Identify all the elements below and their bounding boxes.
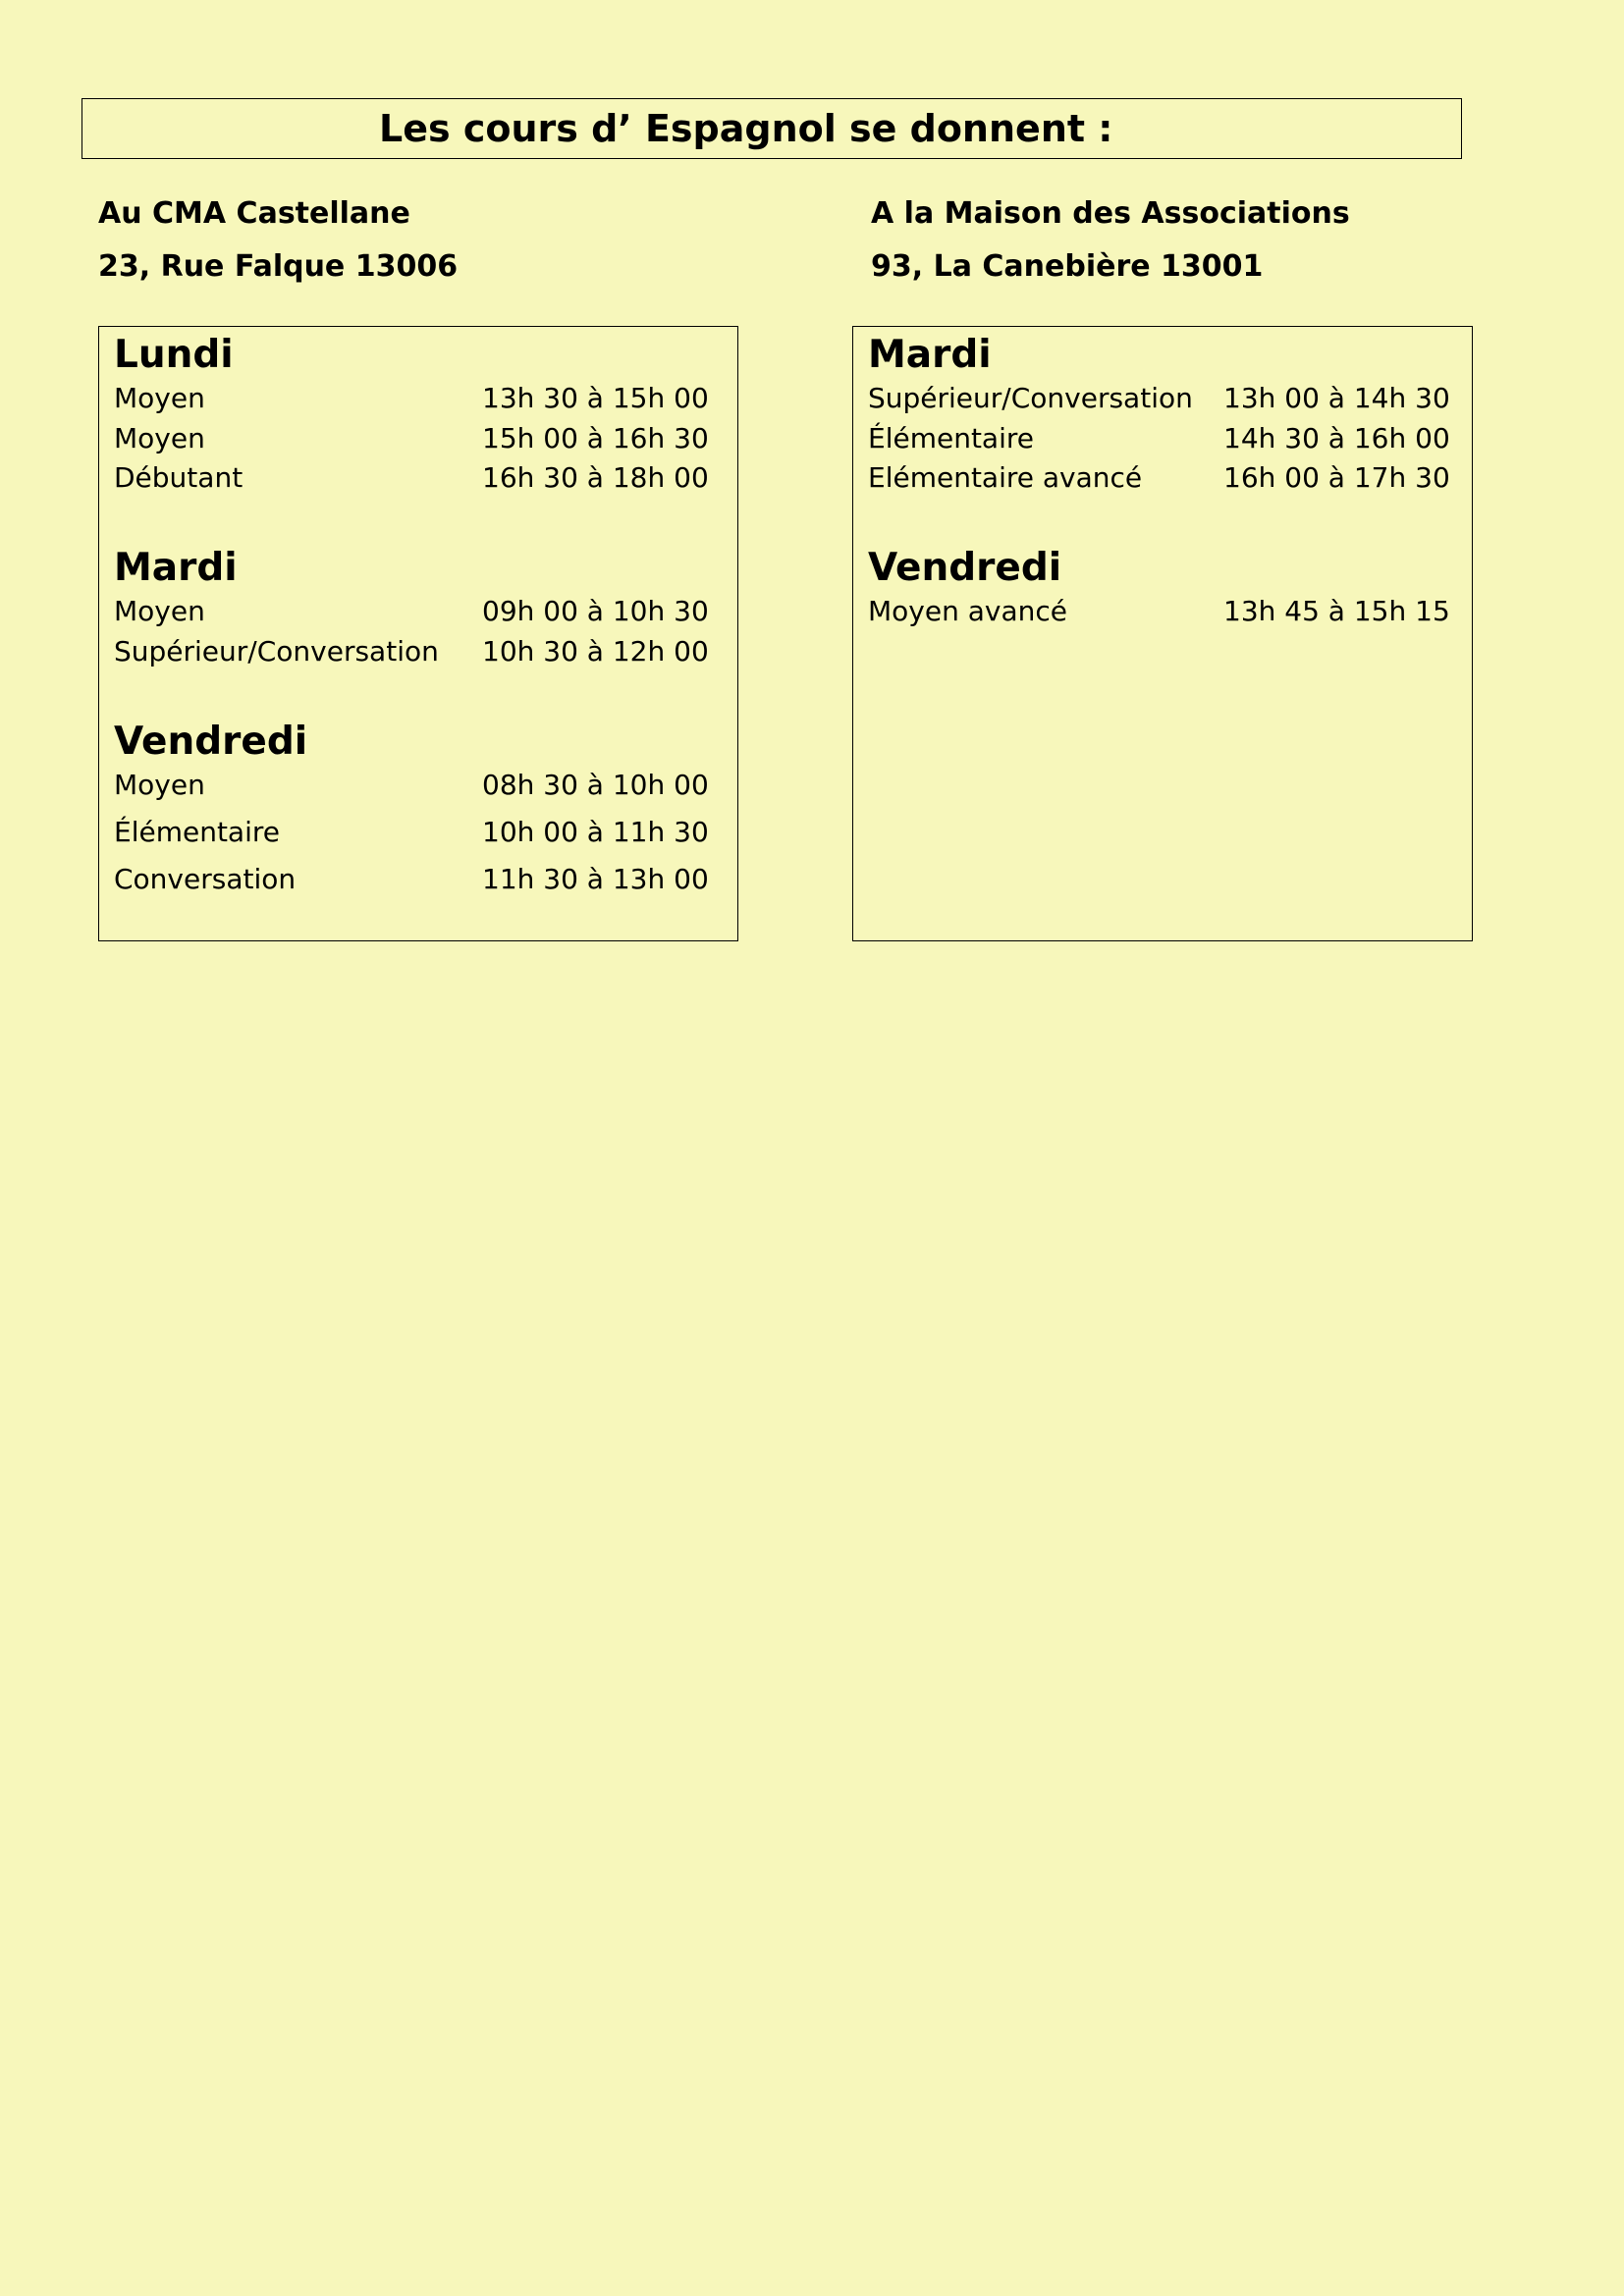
- session-time: 13h 45 à 15h 15: [1223, 595, 1450, 627]
- session-level: Élémentaire: [114, 816, 280, 848]
- session-row: [868, 381, 1457, 416]
- session-time: 10h 30 à 12h 00: [482, 635, 709, 667]
- session-level: Débutant: [114, 461, 244, 494]
- day-heading-vendredi: Vendredi: [868, 546, 1062, 590]
- session-row: [114, 768, 723, 803]
- session-row: [868, 421, 1457, 456]
- session-level: Supérieur/Conversation: [114, 635, 439, 667]
- schedule-maison-associations: [852, 326, 1473, 941]
- session-level: Moyen: [114, 422, 205, 454]
- day-heading-vendredi: Vendredi: [114, 720, 308, 764]
- session-time: 14h 30 à 16h 00: [1223, 422, 1450, 454]
- venue-name: A la Maison des Associations: [871, 196, 1350, 231]
- day-heading-lundi: Lundi: [114, 333, 234, 377]
- session-row: [114, 381, 723, 416]
- session-level: Moyen: [114, 595, 205, 627]
- venue-address: 23, Rue Falque 13006: [98, 249, 459, 284]
- session-row: [114, 815, 723, 850]
- session-time: 08h 30 à 10h 00: [482, 769, 709, 801]
- session-time: 10h 00 à 11h 30: [482, 816, 709, 848]
- session-time: 09h 00 à 10h 30: [482, 595, 709, 627]
- venue-name: Au CMA Castellane: [98, 196, 410, 231]
- session-row: [114, 460, 723, 496]
- session-row: [114, 421, 723, 456]
- session-time: 16h 30 à 18h 00: [482, 461, 709, 494]
- session-level: Moyen avancé: [868, 595, 1067, 627]
- session-level: Moyen: [114, 769, 205, 801]
- session-row: [868, 460, 1457, 496]
- venue-address: 93, La Canebière 13001: [871, 249, 1264, 284]
- day-heading-mardi: Mardi: [114, 546, 238, 590]
- day-heading-mardi: Mardi: [868, 333, 992, 377]
- schedule-castellane: [98, 326, 738, 941]
- heading-box: [81, 98, 1462, 159]
- session-time: 13h 00 à 14h 30: [1223, 382, 1450, 414]
- session-row: [114, 634, 723, 669]
- page-title: Les cours d’ Espagnol se donnent :: [379, 107, 1113, 150]
- session-time: 13h 30 à 15h 00: [482, 382, 709, 414]
- session-row: [868, 594, 1457, 629]
- session-level: Elémentaire avancé: [868, 461, 1143, 494]
- session-level: Moyen: [114, 382, 205, 414]
- session-level: Conversation: [114, 863, 297, 895]
- session-level: Élémentaire: [868, 422, 1034, 454]
- session-time: 11h 30 à 13h 00: [482, 863, 709, 895]
- session-time: 16h 00 à 17h 30: [1223, 461, 1450, 494]
- session-row: [114, 862, 723, 897]
- session-time: 15h 00 à 16h 30: [482, 422, 709, 454]
- session-row: [114, 594, 723, 629]
- session-level: Supérieur/Conversation: [868, 382, 1193, 414]
